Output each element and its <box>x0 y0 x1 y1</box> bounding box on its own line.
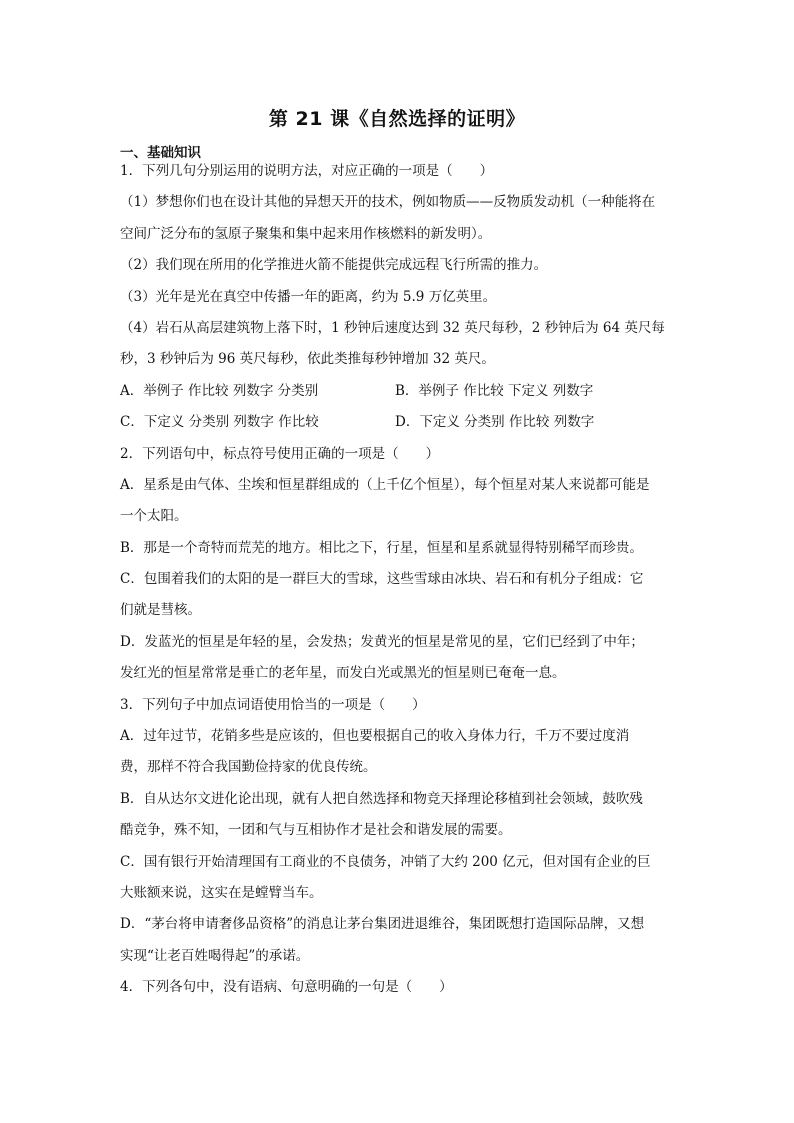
option-c-cont: 大账额来说，这实在是螳臂当车。 <box>120 884 323 901</box>
option-c: C．国有银行开始清理国有工商业的不良债务，冲销了大约 200 亿元，但对国有企业的巨 <box>120 853 651 870</box>
option-c: C．下定义 分类别 列数字 作比较 <box>120 414 319 431</box>
question-stem: 1．下列几句分别运用的说明方法，对应正确的一项是（ ） <box>120 163 494 179</box>
section-heading: 一、基础知识 <box>120 145 201 161</box>
question-2 <box>120 439 676 690</box>
question-stem: 2．下列语句中，标点符号使用正确的一项是（ ） <box>120 445 440 462</box>
question-3 <box>120 690 676 973</box>
statement-line: （3）光年是光在真空中传播一年的距离，约为 5.9 万亿英里。 <box>120 288 497 305</box>
option-a-cont: 一个太阳。 <box>120 508 188 525</box>
question-1 <box>120 156 676 439</box>
option-d-cont: 发红光的恒星常常是垂亡的老年星，而发白光或黑光的恒星则已奄奄一息。 <box>120 665 566 682</box>
option-b: B．自从达尔文进化论出现，就有人把自然选择和物竞天择理论移植到社会领域，鼓吹残 <box>120 790 643 807</box>
option-d: D．“茅台将申请奢侈品资格”的消息让茅台集团进退维谷，集团既想打造国际品牌，又想 <box>120 916 645 933</box>
statement-line: （2）我们现在所用的化学推进火箭不能提供完成远程飞行所需的推力。 <box>120 257 548 274</box>
option-a: A．过年过节，花销多些是应该的，但也要根据自己的收入身体力行，千万不要过度消 <box>120 728 630 745</box>
statement-line: 秒，3 秒钟后为 96 英尺每秒，依此类推每秒钟增加 32 英尺。 <box>120 351 495 368</box>
option-row <box>120 376 676 407</box>
statement-line: 空间广泛分布的氢原子聚集和集中起来用作核燃料的新发明）。 <box>120 225 492 242</box>
option-row <box>120 407 676 438</box>
option-d-cont: 实现“让老百姓喝得起”的承诺。 <box>120 947 310 964</box>
option-a: A．举例子 作比较 列数字 分类别 <box>120 382 319 399</box>
statement-line: （1）梦想你们也在设计其他的异想天开的技术，例如物质——反物质发动机（一种能将在 <box>120 194 656 211</box>
option-c-cont: 们就是彗核。 <box>120 602 201 619</box>
page-title: 第 21 课《自然选择的证明》 <box>268 108 526 130</box>
option-b: B．举例子 作比较 下定义 列数字 <box>395 382 594 399</box>
option-d: D．下定义 分类别 作比较 列数字 <box>395 414 595 431</box>
option-b: B．那是一个奇特而荒芜的地方。相比之下，行星，恒星和星系就显得特别稀罕而珍贵。 <box>120 539 643 556</box>
question-stem: 3．下列句子中加点词语使用恰当的一项是（ ） <box>120 696 426 713</box>
option-c: C．包围着我们的太阳的是一群巨大的雪球，这些雪球由冰块、岩石和有机分子组成：它 <box>120 571 644 588</box>
option-a: A．星系是由气体、尘埃和恒星群组成的（上千亿个恒星），每个恒星对某人来说都可能是 <box>120 476 650 493</box>
option-a-cont: 费，那样不符合我国勤俭持家的优良传统。 <box>120 759 377 776</box>
option-b-cont: 酷竞争，殊不知，一团和气与互相协作才是社会和谐发展的需要。 <box>120 822 512 839</box>
option-d: D．发蓝光的恒星是年轻的星，会发热；发黄光的恒星是常见的星，它们已经到了中年； <box>120 633 644 650</box>
statement-line: （4）岩石从高层建筑物上落下时，1 秒钟后速度达到 32 英尺每秒，2 秒钟后为 64 英尺每 <box>120 319 665 336</box>
question-stem: 4．下列各句中，没有语病、句意明确的一句是（ ） <box>120 979 453 996</box>
question-list <box>120 156 676 1004</box>
question-4 <box>120 972 676 1003</box>
